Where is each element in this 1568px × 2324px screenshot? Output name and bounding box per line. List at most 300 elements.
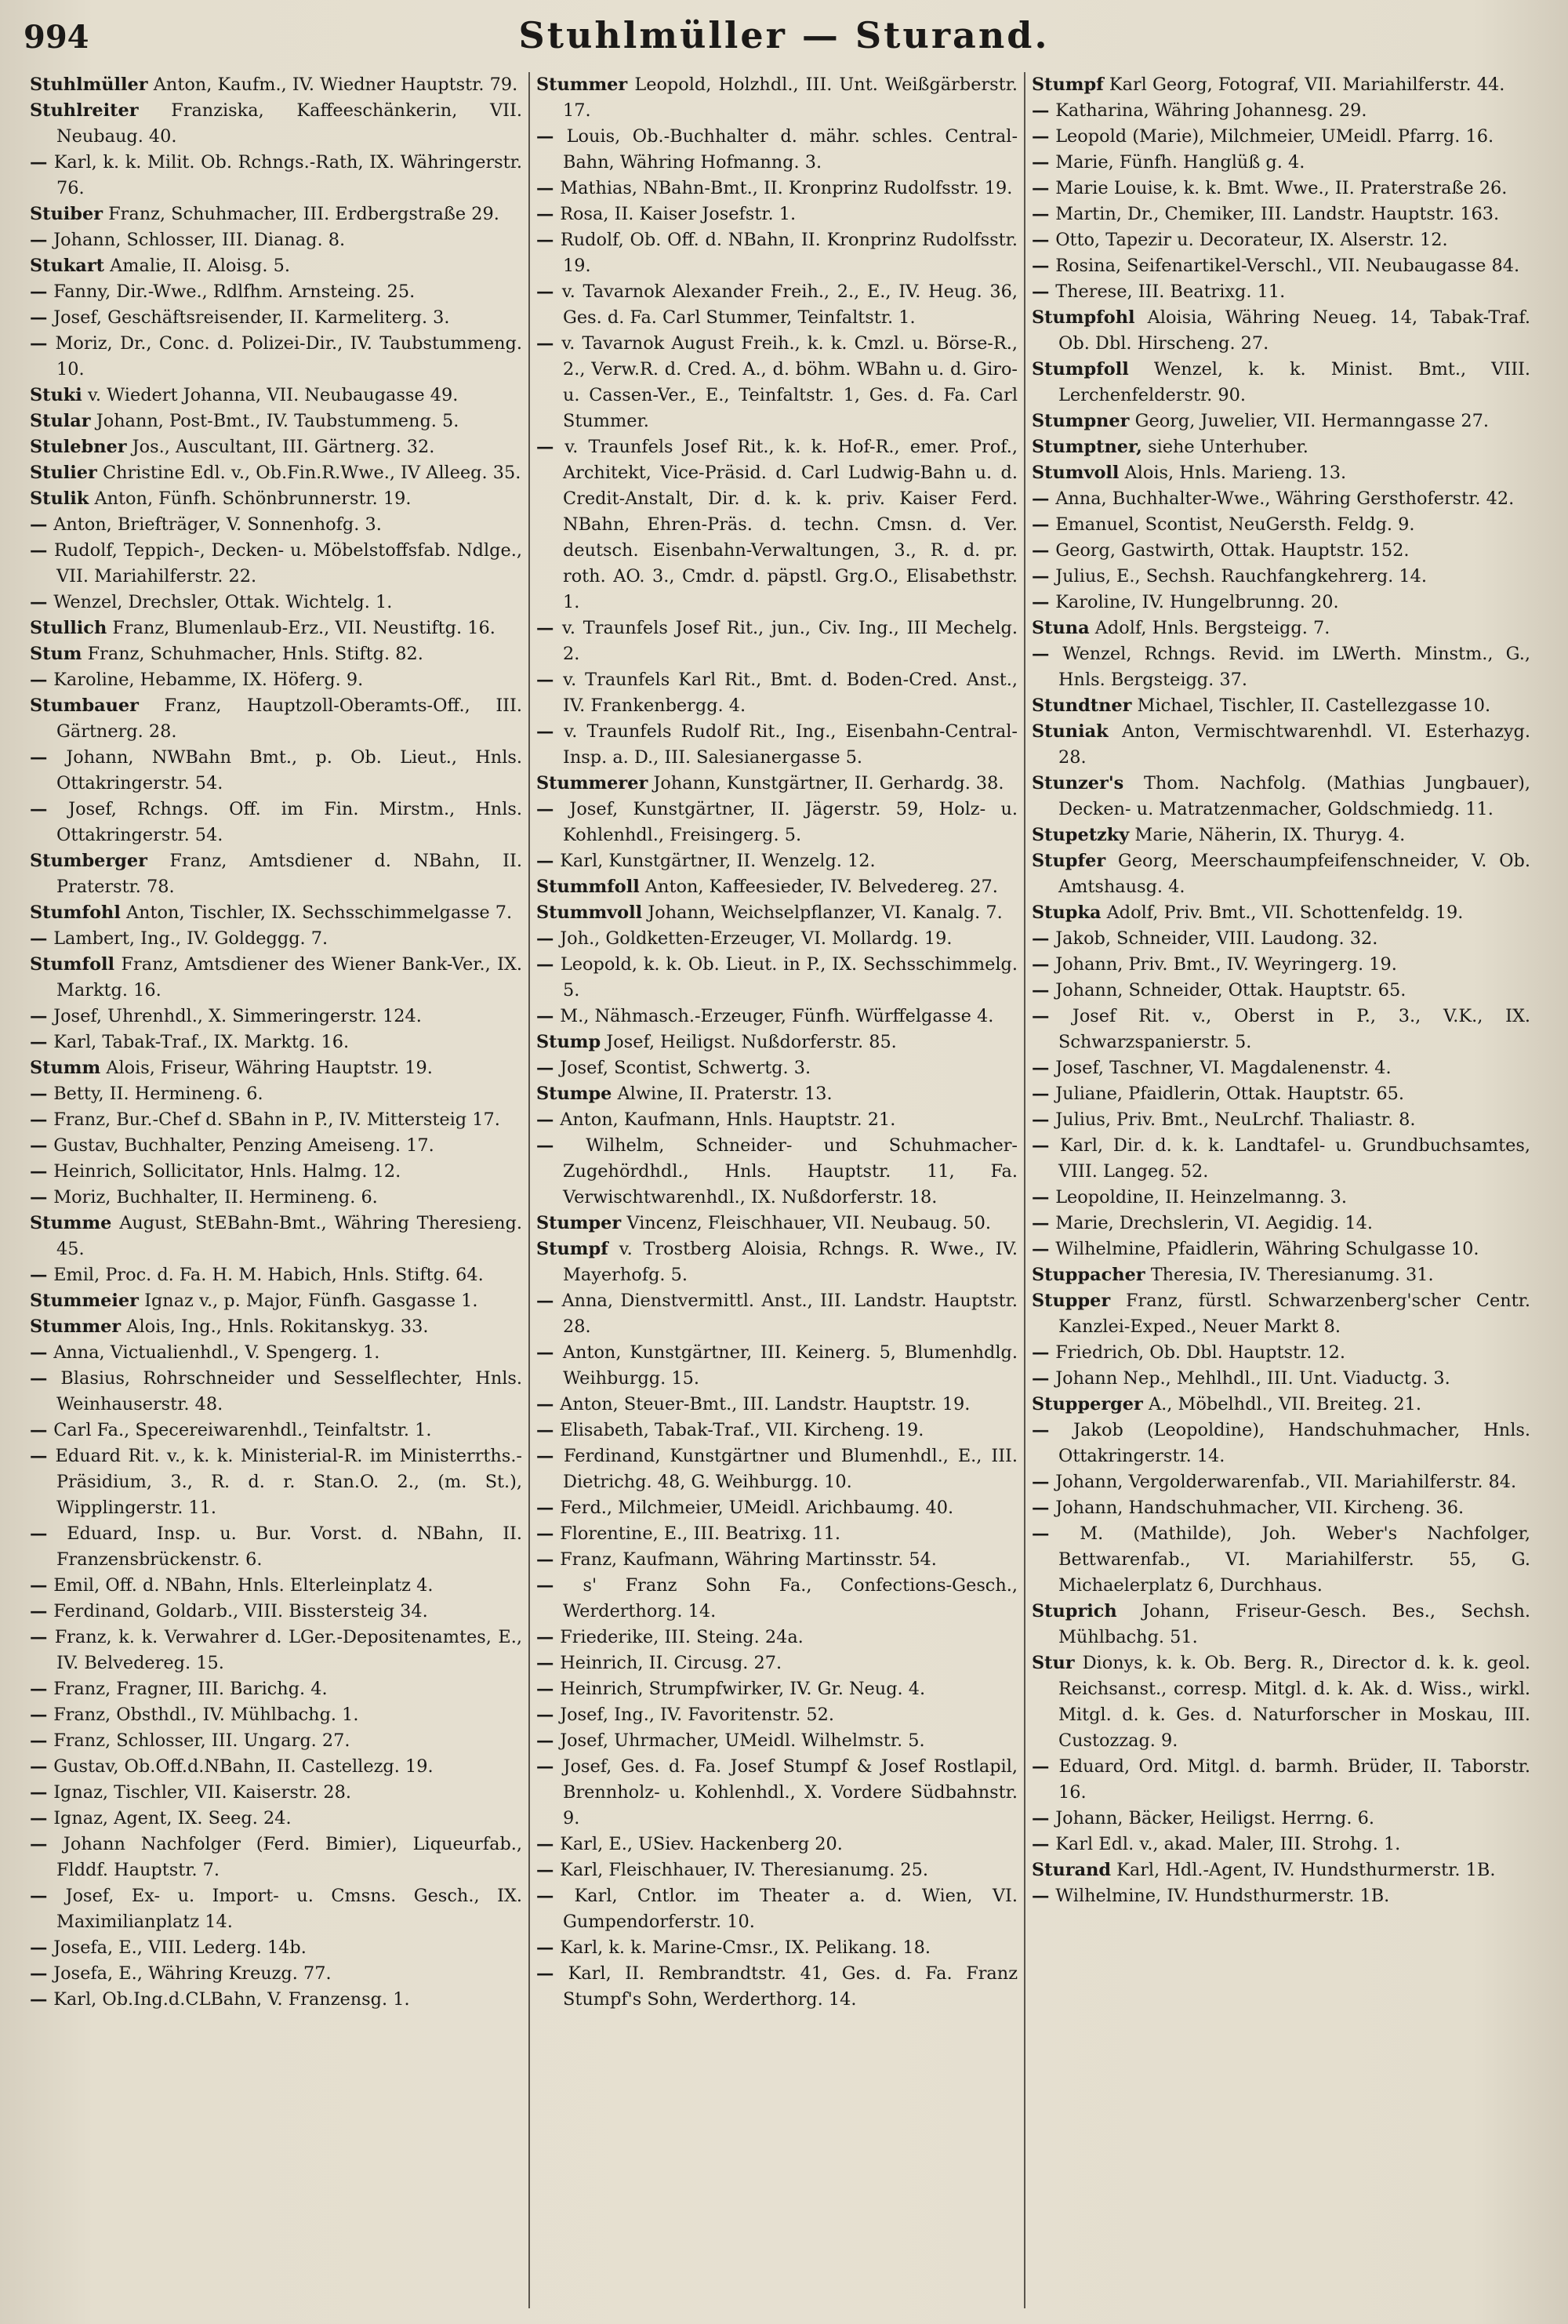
directory-entry <box>1032 305 1530 357</box>
repeat-dash: — <box>30 1523 67 1544</box>
entry-text: Anton, Fünfh. Schönbrunnerstr. 19. <box>94 488 412 509</box>
directory-entry <box>1032 434 1530 460</box>
directory-entry <box>536 227 1018 279</box>
entry-surname: Stuhlmüller <box>30 74 148 95</box>
repeat-dash: — <box>30 1937 54 1958</box>
directory-entry <box>1032 1857 1530 1883</box>
entry-surname: Stupfer <box>1032 851 1106 871</box>
directory-entry <box>30 1340 522 1366</box>
entry-text: v. Tavarnok August Freih., k. k. Cmzl. u. Börse-R., 2., Verw.R. d. Cred. A., d. böhm. WBahn u. d. Giro- u. Cassen-Ver., E., Teinfaltstr. 1, Ges. d. Fa. Carl Stummer. <box>561 333 1018 431</box>
entry-text: Wilhelmine, Pfaidlerin, Währing Schulgasse 10. <box>1055 1239 1479 1259</box>
repeat-dash: — <box>1032 1187 1056 1207</box>
directory-entry <box>536 1961 1018 2013</box>
directory-entry <box>536 1211 1018 1236</box>
entry-text: Anton, Kaffeesieder, IV. Belvedereg. 27. <box>644 877 998 897</box>
entry-text: Franz, Fragner, III. Barichg. 4. <box>53 1679 328 1699</box>
entry-surname: Stupka <box>1032 902 1102 923</box>
repeat-dash: — <box>1032 1342 1056 1363</box>
repeat-dash: — <box>30 230 54 250</box>
directory-entry <box>1032 693 1530 719</box>
repeat-dash: — <box>1032 204 1056 224</box>
directory-entry <box>30 952 522 1004</box>
entry-text: Franz, Kaufmann, Währing Martinsstr. 54. <box>560 1549 937 1570</box>
entry-surname: Stumvoll <box>1032 463 1120 483</box>
repeat-dash: — <box>1032 1498 1056 1518</box>
entry-text: Julius, Priv. Bmt., NeuLrchf. Thaliastr. 8. <box>1055 1109 1416 1130</box>
entry-surname: Stumm <box>30 1058 101 1078</box>
directory-entry <box>1032 1366 1530 1392</box>
entry-text: s' Franz Sohn Fa., Confections-Gesch., Werderthorg. 14. <box>563 1575 1018 1621</box>
repeat-dash: — <box>536 851 561 871</box>
directory-entry <box>536 1443 1018 1495</box>
repeat-dash: — <box>30 1161 54 1182</box>
directory-entry <box>30 1159 522 1185</box>
entry-text: Michael, Tischler, II. Castellezgasse 10. <box>1137 695 1491 716</box>
entry-surname: Stumpfoll <box>1032 359 1129 379</box>
repeat-dash: — <box>536 1446 564 1466</box>
entry-text: Karl, E., USiev. Hackenberg 20. <box>560 1834 843 1854</box>
directory-entry <box>30 1573 522 1599</box>
repeat-dash: — <box>536 281 562 302</box>
entry-text: Fanny, Dir.-Wwe., Rdlfhm. Arnsteing. 25. <box>53 281 416 302</box>
directory-entry <box>30 1029 522 1055</box>
entry-text: Josef, Uhrenhdl., X. Simmeringerstr. 124. <box>53 1006 422 1026</box>
repeat-dash: — <box>1032 1420 1074 1440</box>
entry-text: Karl Edl. v., akad. Maler, III. Strohg. 1. <box>1055 1834 1401 1854</box>
entry-text: Leopold, k. k. Ob. Lieut. in P., IX. Sechsschimmelg. 5. <box>560 954 1018 1000</box>
directory-entry <box>536 1521 1018 1547</box>
entry-text: Josef, Geschäftsreisender, II. Karmeliterg. 3. <box>53 307 450 328</box>
directory-entry <box>30 253 522 279</box>
repeat-dash: — <box>30 1575 54 1596</box>
repeat-dash: — <box>536 1135 586 1156</box>
repeat-dash: — <box>30 1420 54 1440</box>
repeat-dash: — <box>536 1653 561 1673</box>
entry-surname: Stummer <box>536 74 628 95</box>
entry-surname: Stumpf <box>536 1239 608 1259</box>
entry-text: Anna, Victualienhdl., V. Spengerg. 1. <box>53 1342 380 1363</box>
directory-entry <box>1032 1521 1530 1599</box>
directory-entry <box>30 383 522 409</box>
entry-text: Thom. Nachfolg. (Mathias Jungbauer), Decken- u. Matratzenmacher, Goldschmiedg. 11. <box>1058 773 1530 819</box>
entry-text: Leopold, Holzhdl., III. Unt. Weißgärberstr. 17. <box>563 74 1018 121</box>
directory-entry <box>30 460 522 486</box>
entry-text: Juliane, Pfaidlerin, Ottak. Hauptstr. 65. <box>1055 1084 1404 1104</box>
directory-entry <box>536 434 1018 615</box>
entry-text: Eduard Rit. v., k. k. Ministerial-R. im Ministerrths.-Präsidium, 3., R. d. r. Stan.O. 2., (m. St.), Wipplingerstr. 11. <box>55 1446 523 1518</box>
entry-text: Emil, Off. d. NBahn, Hnls. Elterleinplatz 4. <box>53 1575 434 1596</box>
repeat-dash: — <box>30 1963 54 1984</box>
repeat-dash: — <box>30 540 54 561</box>
directory-entry <box>536 1133 1018 1211</box>
directory-entry <box>536 848 1018 874</box>
repeat-dash: — <box>536 799 570 819</box>
directory-entry <box>536 202 1018 227</box>
entry-text: Johann, Schneider, Ottak. Hauptstr. 65. <box>1055 980 1406 1000</box>
entry-text: Marie, Fünfh. Hanglüß g. 4. <box>1055 152 1305 172</box>
directory-entry <box>536 1392 1018 1418</box>
repeat-dash: — <box>30 1342 54 1363</box>
directory-entry <box>1032 771 1530 822</box>
directory-columns <box>24 72 1537 2308</box>
repeat-dash: — <box>536 437 565 457</box>
repeat-dash: — <box>536 178 561 198</box>
directory-entry <box>30 745 522 797</box>
repeat-dash: — <box>1032 1368 1056 1389</box>
column-2 <box>528 72 1024 2308</box>
directory-entry <box>30 1418 522 1443</box>
repeat-dash: — <box>1032 152 1056 172</box>
entry-text: Therese, III. Beatrixg. 11. <box>1055 281 1286 302</box>
entry-text: Ignaz v., p. Major, Fünfh. Gasgasse 1. <box>144 1291 478 1311</box>
entry-text: Karl, Dir. d. k. k. Landtafel- u. Grundbuchsamtes, VIII. Langeg. 52. <box>1058 1135 1530 1182</box>
entry-text: Johann, Weichselpflanzer, VI. Kanalg. 7. <box>648 902 1003 923</box>
entry-surname: Stumfohl <box>30 902 121 923</box>
entry-text: Marie Louise, k. k. Bmt. Wwe., II. Praterstraße 26. <box>1055 178 1508 198</box>
repeat-dash: — <box>30 1782 54 1803</box>
directory-entry <box>536 1547 1018 1573</box>
directory-entry <box>536 1702 1018 1728</box>
directory-entry <box>30 1702 522 1728</box>
entry-surname: Stummer <box>30 1316 122 1337</box>
directory-entry <box>1032 1754 1530 1806</box>
entry-surname: Stunzer's <box>1032 773 1124 793</box>
repeat-dash: — <box>536 1523 561 1544</box>
directory-entry <box>30 615 522 641</box>
entry-surname: Stumptner, <box>1032 437 1142 457</box>
directory-entry <box>536 1004 1018 1029</box>
repeat-dash: — <box>30 799 69 819</box>
repeat-dash: — <box>30 1756 54 1777</box>
repeat-dash: — <box>536 1575 583 1596</box>
entry-surname: Stumme <box>30 1213 112 1233</box>
entry-text: Florentine, E., III. Beatrixg. 11. <box>560 1523 840 1544</box>
repeat-dash: — <box>30 1601 54 1621</box>
directory-entry <box>30 279 522 305</box>
entry-text: Rosa, II. Kaiser Josefstr. 1. <box>560 204 797 224</box>
repeat-dash: — <box>30 1886 66 1906</box>
directory-entry <box>536 1340 1018 1392</box>
entry-surname: Stummeier <box>30 1291 139 1311</box>
directory-entry <box>1032 538 1530 564</box>
directory-entry <box>30 1521 522 1573</box>
entry-surname: Stuna <box>1032 618 1090 638</box>
entry-text: siehe Unterhuber. <box>1148 437 1308 457</box>
entry-text: Heinrich, II. Circusg. 27. <box>560 1653 782 1673</box>
entry-text: v. Tavarnok Alexander Freih., 2., E., IV. Heug. 36, Ges. d. Fa. Carl Stummer, Teinfaltstr. 1. <box>561 281 1018 328</box>
directory-entry <box>1032 1418 1530 1469</box>
entry-text: Blasius, Rohrschneider und Sesselflechter, Hnls. Weinhauserstr. 48. <box>56 1368 523 1414</box>
entry-text: Karl, Hdl.-Agent, IV. Hundsthurmerstr. 1B. <box>1116 1860 1496 1880</box>
directory-entry <box>1032 1599 1530 1650</box>
entry-text: Josef, Ing., IV. Favoritenstr. 52. <box>560 1705 834 1725</box>
repeat-dash: — <box>1032 1834 1056 1854</box>
repeat-dash: — <box>30 1808 54 1828</box>
repeat-dash: — <box>536 126 567 147</box>
directory-entry <box>1032 900 1530 926</box>
directory-entry <box>1032 1236 1530 1262</box>
entry-text: Franz, k. k. Verwahrer d. LGer.-Depositenamtes, E., IV. Belvedereg. 15. <box>54 1627 522 1673</box>
repeat-dash: — <box>536 1860 561 1880</box>
directory-entry <box>1032 253 1530 279</box>
repeat-dash: — <box>1032 281 1056 302</box>
entry-surname: Stukart <box>30 256 104 276</box>
entry-text: Anton, Steuer-Bmt., III. Landstr. Hauptstr. 19. <box>560 1394 971 1414</box>
directory-entry <box>1032 1340 1530 1366</box>
directory-entry <box>536 331 1018 434</box>
repeat-dash: — <box>30 514 54 535</box>
entry-text: Rudolf, Ob. Off. d. NBahn, II. Kronprinz Rudolfsstr. 19. <box>560 230 1018 276</box>
entry-text: Marie, Näherin, IX. Thuryg. 4. <box>1134 825 1406 845</box>
entry-text: Johann Nachfolger (Ferd. Bimier), Liqueurfab., Flddf. Hauptstr. 7. <box>56 1834 523 1880</box>
entry-text: Johann, Priv. Bmt., IV. Weyringerg. 19. <box>1055 954 1397 975</box>
entry-text: Johann, Vergolderwarenfab., VII. Mariahilferstr. 84. <box>1055 1472 1517 1492</box>
entry-text: Anton, Kaufm., IV. Wiedner Hauptstr. 79. <box>153 74 518 95</box>
repeat-dash: — <box>536 1058 561 1078</box>
entry-text: Betty, II. Hermineng. 6. <box>53 1084 263 1104</box>
entry-surname: Stum <box>30 644 82 664</box>
repeat-dash: — <box>536 670 564 690</box>
entry-text: Gustav, Ob.Off.d.NBahn, II. Castellezg. 19. <box>53 1756 434 1777</box>
repeat-dash: — <box>1032 1886 1056 1906</box>
directory-entry <box>30 1055 522 1081</box>
entry-text: Adolf, Hnls. Bergsteigg. 7. <box>1094 618 1330 638</box>
directory-entry <box>1032 486 1530 512</box>
entry-text: Carl Fa., Specereiwarenhdl., Teinfaltstr. 1. <box>53 1420 432 1440</box>
directory-entry <box>30 227 522 253</box>
directory-entry <box>1032 978 1530 1004</box>
directory-entry <box>30 667 522 693</box>
directory-entry <box>30 590 522 615</box>
entry-text: Karl, k. k. Marine-Cmsr., IX. Pelikang. 18. <box>560 1937 931 1958</box>
directory-entry <box>1032 72 1530 98</box>
directory-entry <box>536 1857 1018 1883</box>
entry-text: Alois, Hnls. Marieng. 13. <box>1124 463 1347 483</box>
repeat-dash: — <box>1032 1523 1080 1544</box>
entry-text: Anton, Kunstgärtner, III. Keinerg. 5, Blumenhdlg. Weihburgg. 15. <box>562 1342 1018 1389</box>
repeat-dash: — <box>1032 592 1056 612</box>
entry-text: Georg, Gastwirth, Ottak. Hauptstr. 152. <box>1055 540 1410 561</box>
entry-text: A., Möbelhdl., VII. Breiteg. 21. <box>1148 1394 1422 1414</box>
entry-text: Wenzel, Drechsler, Ottak. Wichtelg. 1. <box>53 592 393 612</box>
page-header-title: Stuhlmüller — Sturand. <box>518 14 1050 56</box>
directory-entry <box>30 512 522 538</box>
entry-text: Mathias, NBahn-Bmt., II. Kronprinz Rudolfsstr. 19. <box>560 178 1013 198</box>
entry-text: Moriz, Buchhalter, II. Hermineng. 6. <box>53 1187 378 1207</box>
entry-text: Rosina, Seifenartikel-Verschl., VII. Neubaugasse 84. <box>1055 256 1520 276</box>
entry-text: Josefa, E., VIII. Lederg. 14b. <box>53 1937 307 1958</box>
entry-text: Heinrich, Sollicitator, Hnls. Halmg. 12. <box>53 1161 401 1182</box>
directory-entry <box>536 1288 1018 1340</box>
directory-entry <box>30 98 522 150</box>
entry-text: Alois, Friseur, Währing Hauptstr. 19. <box>106 1058 433 1078</box>
directory-entry <box>536 124 1018 176</box>
directory-entry <box>1032 1806 1530 1832</box>
repeat-dash: — <box>30 1368 61 1389</box>
directory-entry <box>30 1004 522 1029</box>
directory-entry <box>30 1211 522 1262</box>
entry-text: Franz, Schlosser, III. Ungarg. 27. <box>53 1730 350 1751</box>
repeat-dash: — <box>30 281 54 302</box>
entry-text: Franz, Hauptzoll-Oberamts-Off., III. Gärtnerg. 28. <box>56 695 522 742</box>
entry-text: Franz, fürstl. Schwarzenberg'scher Centr. Kanzlei-Exped., Neuer Markt 8. <box>1058 1291 1530 1337</box>
entry-text: Franz, Obsthdl., IV. Mühlbachg. 1. <box>53 1705 359 1725</box>
directory-entry <box>30 1107 522 1133</box>
entry-text: Katharina, Währing Johannesg. 29. <box>1055 100 1367 121</box>
directory-entry <box>536 1107 1018 1133</box>
entry-text: Johann Nep., Mehlhdl., III. Unt. Viaductg. 3. <box>1055 1368 1450 1389</box>
repeat-dash: — <box>30 1135 54 1156</box>
directory-entry <box>1032 227 1530 253</box>
entry-text: Franz, Blumenlaub-Erz., VII. Neustiftg. 16. <box>112 618 495 638</box>
entry-surname: Stump <box>536 1032 601 1052</box>
repeat-dash: — <box>1032 1756 1059 1777</box>
entry-text: Johann, Post-Bmt., IV. Taubstummeng. 5. <box>96 411 459 431</box>
repeat-dash: — <box>30 1705 54 1725</box>
entry-surname: Stumpf <box>1032 74 1104 95</box>
directory-entry <box>536 1883 1018 1935</box>
entry-surname: Stumfoll <box>30 954 115 975</box>
entry-surname: Stumper <box>536 1213 622 1233</box>
directory-entry <box>1032 357 1530 409</box>
repeat-dash: — <box>536 1756 564 1777</box>
directory-entry <box>1032 1081 1530 1107</box>
directory-entry <box>1032 124 1530 150</box>
directory-entry <box>30 1935 522 1961</box>
repeat-dash: — <box>1032 1109 1056 1130</box>
directory-entry <box>30 1625 522 1676</box>
repeat-dash: — <box>30 152 54 172</box>
directory-entry <box>536 1055 1018 1081</box>
repeat-dash: — <box>1032 1135 1060 1156</box>
directory-entry <box>536 1754 1018 1832</box>
entry-text: Adolf, Priv. Bmt., VII. Schottenfeldg. 19. <box>1106 902 1464 923</box>
directory-entry <box>536 72 1018 124</box>
repeat-dash: — <box>30 307 54 328</box>
entry-text: Josef, Uhrmacher, UMeidl. Wilhelmstr. 5. <box>560 1730 925 1751</box>
directory-entry <box>30 797 522 848</box>
directory-entry <box>536 1650 1018 1676</box>
entry-surname: Stumpner <box>1032 411 1130 431</box>
entry-text: Karoline, Hebamme, IX. Höferg. 9. <box>53 670 364 690</box>
directory-entry <box>536 771 1018 797</box>
directory-entry <box>30 72 522 98</box>
repeat-dash: — <box>1032 230 1056 250</box>
directory-entry <box>30 926 522 952</box>
entry-text: Josef, Scontist, Schwertg. 3. <box>560 1058 811 1078</box>
entry-text: August, StEBahn-Bmt., Währing Theresieng. 45. <box>56 1213 522 1259</box>
directory-entry <box>1032 1185 1530 1211</box>
repeat-dash: — <box>536 1291 562 1311</box>
repeat-dash: — <box>1032 488 1056 509</box>
directory-entry <box>1032 176 1530 202</box>
entry-text: Ignaz, Agent, IX. Seeg. 24. <box>53 1808 292 1828</box>
entry-surname: Sturand <box>1032 1860 1112 1880</box>
directory-entry <box>536 797 1018 848</box>
directory-entry <box>1032 279 1530 305</box>
directory-entry <box>1032 1133 1530 1185</box>
directory-entry <box>1032 1650 1530 1754</box>
entry-text: Amalie, II. Aloisg. 5. <box>110 256 290 276</box>
directory-entry <box>536 1236 1018 1288</box>
repeat-dash: — <box>30 1730 54 1751</box>
entry-text: Rudolf, Teppich-, Decken- u. Möbelstoffsfab. Ndlge., VII. Mariahilferstr. 22. <box>54 540 522 586</box>
directory-entry <box>1032 848 1530 900</box>
directory-entry <box>536 719 1018 771</box>
entry-text: Jakob (Leopoldine), Handschuhmacher, Hnls. Ottakringerstr. 14. <box>1058 1420 1530 1466</box>
directory-entry <box>30 1728 522 1754</box>
entry-surname: Stur <box>1032 1653 1075 1673</box>
directory-entry <box>1032 98 1530 124</box>
entry-text: Franz, Amtsdiener des Wiener Bank-Ver., IX. Marktg. 16. <box>56 954 523 1000</box>
entry-text: Vincenz, Fleischhauer, VII. Neubaug. 50. <box>626 1213 992 1233</box>
repeat-dash: — <box>30 1834 64 1854</box>
directory-entry <box>1032 1211 1530 1236</box>
entry-text: Lambert, Ing., IV. Goldeggg. 7. <box>53 928 328 949</box>
directory-entry <box>30 331 522 383</box>
entry-text: Ignaz, Tischler, VII. Kaiserstr. 28. <box>53 1782 351 1803</box>
directory-entry <box>536 1573 1018 1625</box>
directory-entry <box>30 1288 522 1314</box>
entry-text: Marie, Drechslerin, VI. Aegidig. 14. <box>1055 1213 1373 1233</box>
directory-entry <box>30 848 522 900</box>
entry-text: Ferdinand, Kunstgärtner und Blumenhdl., E., III. Dietrichg. 48, G. Weihburgg. 10. <box>563 1446 1018 1492</box>
entry-text: Gustav, Buchhalter, Penzing Ameiseng. 17. <box>53 1135 434 1156</box>
entry-surname: Stuiber <box>30 204 103 224</box>
entry-text: Karl, Kunstgärtner, II. Wenzelg. 12. <box>560 851 876 871</box>
repeat-dash: — <box>536 928 561 949</box>
entry-text: Karl Georg, Fotograf, VII. Mariahilferstr. 44. <box>1109 74 1505 95</box>
directory-entry <box>536 952 1018 1004</box>
repeat-dash: — <box>1032 100 1056 121</box>
repeat-dash: — <box>30 1679 54 1699</box>
repeat-dash: — <box>30 1627 55 1647</box>
repeat-dash: — <box>536 1420 561 1440</box>
directory-entry <box>30 538 522 590</box>
directory-entry <box>536 1935 1018 1961</box>
directory-entry <box>536 926 1018 952</box>
entry-text: Wilhelmine, IV. Hundsthurmerstr. 1B. <box>1055 1886 1390 1906</box>
entry-text: Eduard, Insp. u. Bur. Vorst. d. NBahn, II. Franzensbrückenstr. 6. <box>56 1523 523 1570</box>
entry-text: v. Trostberg Aloisia, Rchngs. R. Wwe., IV. Mayerhofg. 5. <box>563 1239 1018 1285</box>
repeat-dash: — <box>536 1498 561 1518</box>
entry-text: Joh., Goldketten-Erzeuger, VI. Mollardg. 19. <box>560 928 953 949</box>
entry-text: Anna, Dienstvermittl. Anst., III. Landstr. Hauptstr. 28. <box>561 1291 1018 1337</box>
entry-text: Josef, Heiligst. Nußdorferstr. 85. <box>606 1032 897 1052</box>
entry-text: Christine Edl. v., Ob.Fin.R.Wwe., IV Alleeg. 35. <box>102 463 521 483</box>
directory-entry <box>1032 1055 1530 1081</box>
entry-text: Karl, II. Rembrandtstr. 41, Ges. d. Fa. Franz Stumpf's Sohn, Werderthorg. 14. <box>563 1963 1018 2010</box>
entry-text: Anton, Briefträger, V. Sonnenhofg. 3. <box>53 514 382 535</box>
directory-entry <box>536 1832 1018 1857</box>
repeat-dash: — <box>1032 256 1056 276</box>
directory-entry <box>30 1676 522 1702</box>
directory-entry <box>30 1443 522 1521</box>
repeat-dash: — <box>1032 1808 1056 1828</box>
entry-text: Franz, Amtsdiener d. NBahn, II. Praterstr. 78. <box>56 851 522 897</box>
repeat-dash: — <box>536 1963 568 1984</box>
directory-entry <box>1032 512 1530 538</box>
entry-surname: Stuppacher <box>1032 1265 1145 1285</box>
directory-entry <box>30 1806 522 1832</box>
repeat-dash: — <box>536 721 564 742</box>
entry-surname: Stupper <box>1032 1291 1111 1311</box>
entry-surname: Stuki <box>30 385 82 405</box>
entry-text: v. Traunfels Karl Rit., Bmt. d. Boden-Cred. Anst., IV. Frankenbergg. 4. <box>563 670 1018 716</box>
directory-entry <box>30 150 522 202</box>
directory-entry <box>1032 1288 1530 1340</box>
entry-surname: Stuhlreiter <box>30 100 139 121</box>
